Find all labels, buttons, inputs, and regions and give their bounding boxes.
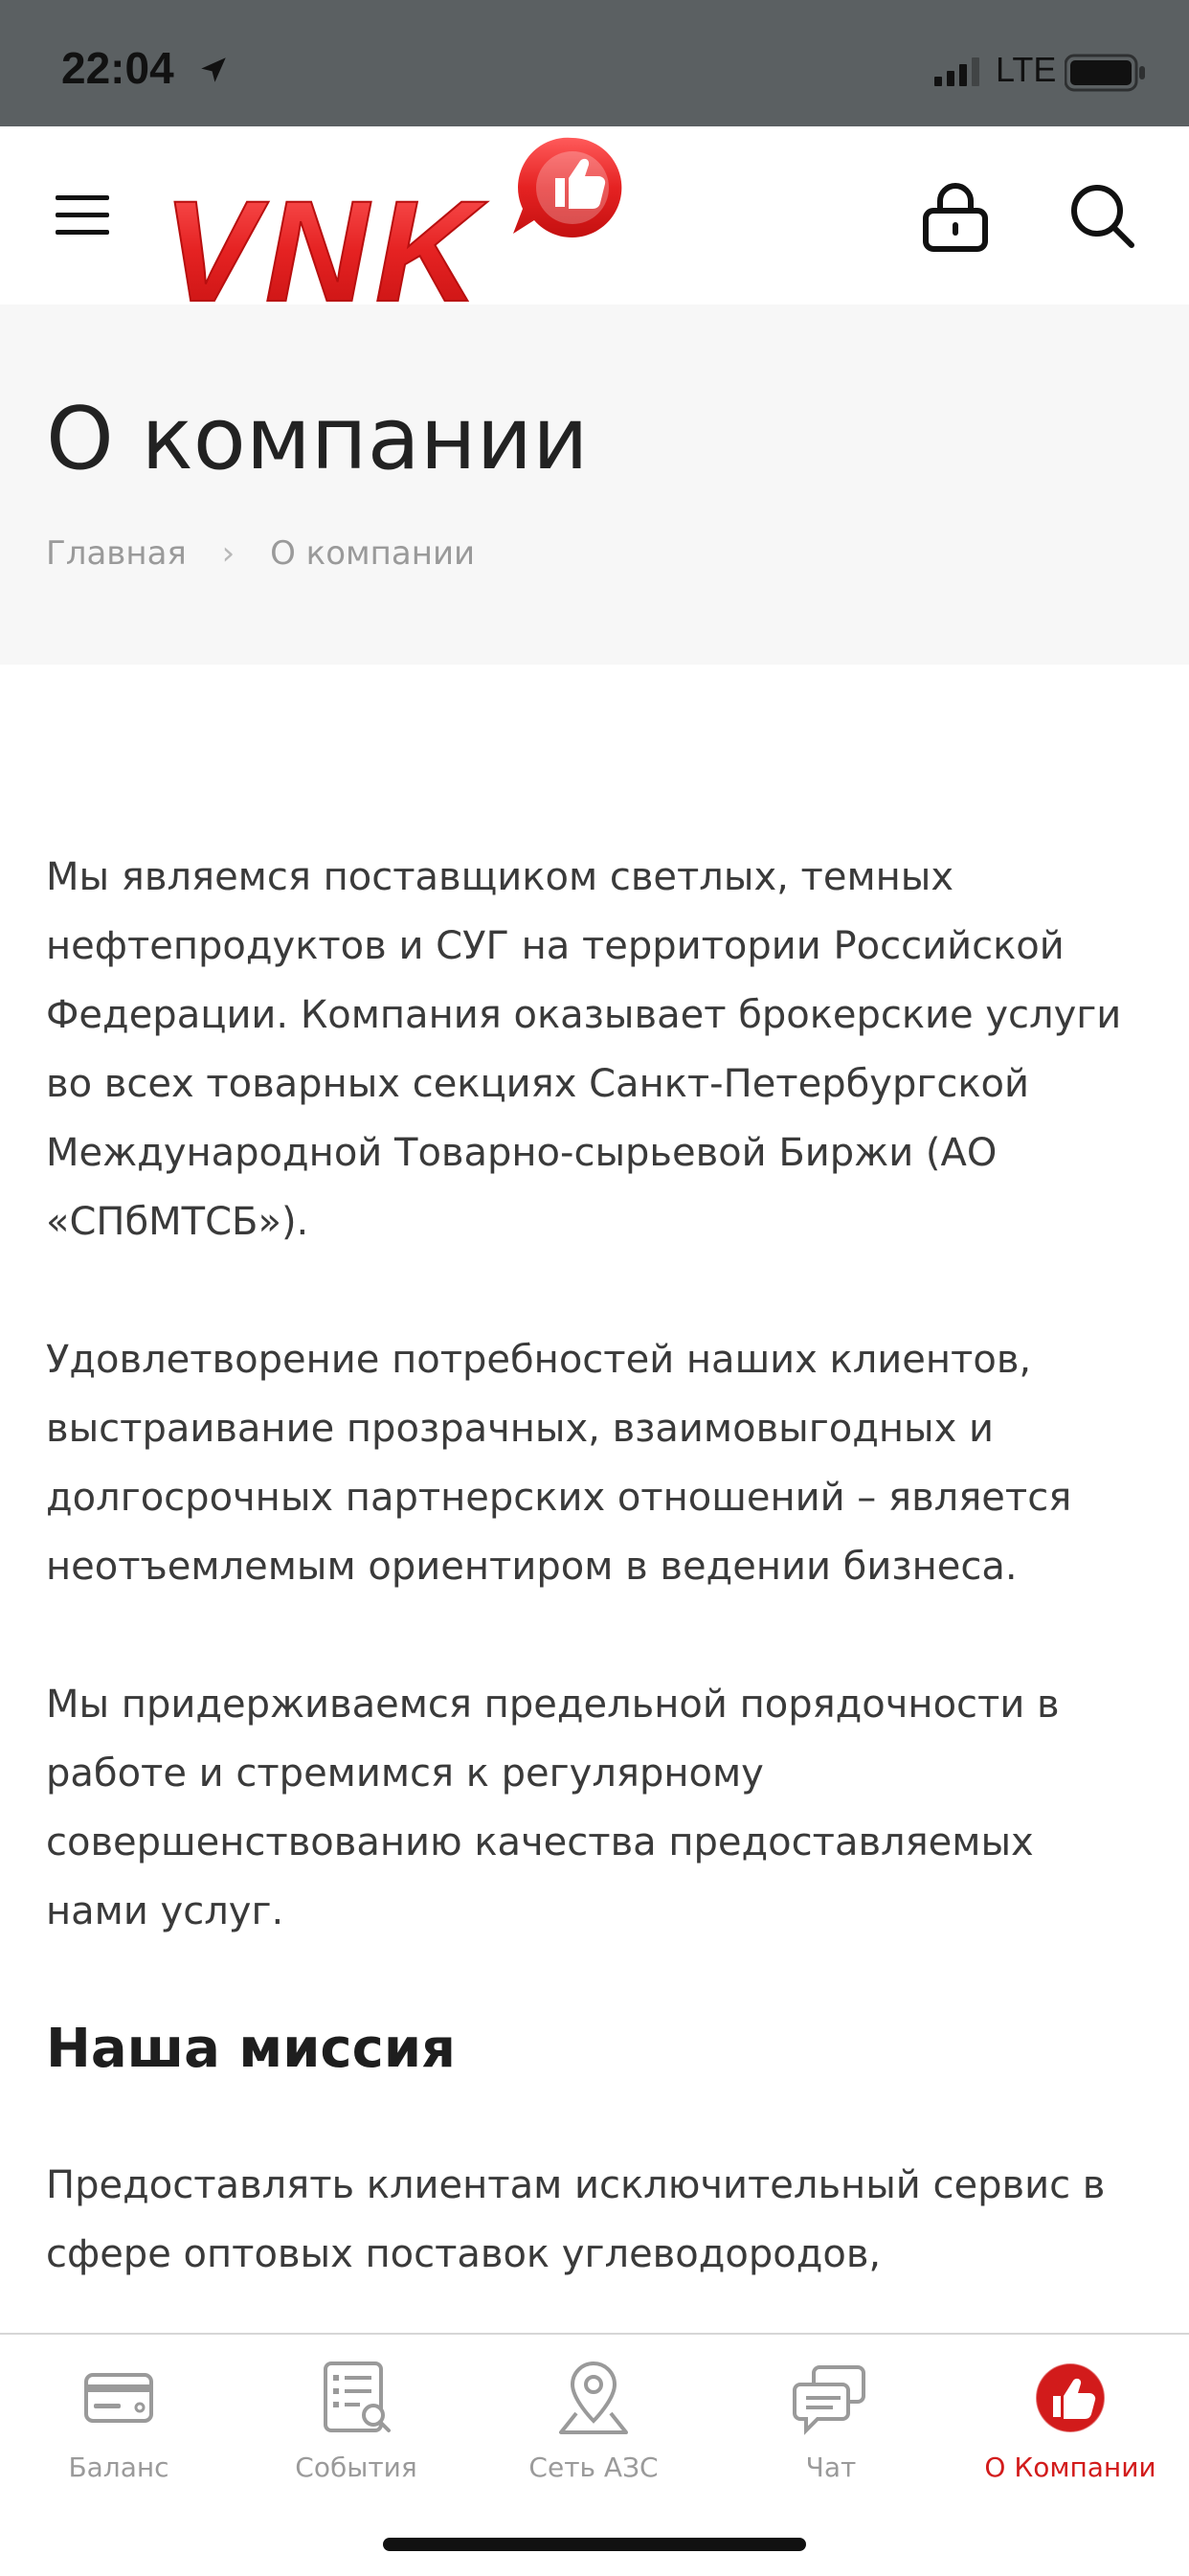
tab-label: События — [295, 2452, 417, 2483]
mission-paragraph: Предоставлять клиентам исключительный сервис в сфере оптовых поставок углеводородов, — [46, 2163, 1106, 2276]
logo-bubble-icon — [513, 138, 621, 237]
mission-heading: Наша миссия — [46, 2018, 457, 2080]
chevron-right-icon: › — [221, 534, 236, 573]
search-icon[interactable] — [1068, 182, 1135, 249]
breadcrumb-home-link[interactable]: Главная — [46, 534, 187, 573]
breadcrumb — [46, 534, 475, 573]
location-arrow-icon — [197, 54, 230, 86]
about-paragraph: Удовлетворение потребностей наших клиентов, выстраивание прозрачных, взаимовыгодных и долгосрочных партнерских отношений – является неотъемлемым ориентиром в ведении бизнеса. — [46, 1338, 1072, 1589]
tab-chat[interactable] — [712, 2335, 950, 2507]
about-content — [46, 843, 1147, 2358]
card-icon — [80, 2360, 157, 2436]
status-bar — [0, 0, 1189, 126]
tab-about-company[interactable] — [952, 2335, 1189, 2507]
menu-icon[interactable] — [54, 190, 111, 241]
battery-icon — [1065, 54, 1147, 92]
events-list-icon — [318, 2360, 394, 2436]
about-paragraph: Мы являемся поставщиком светлых, темных нефтепродуктов и СУГ на территории Российской Федерации. Компания оказывает брокерские услуги во всех товарных секциях Санкт-Петербургской Международной Товарно-сырьевой Биржи (АО «СПбМТСБ»). — [46, 855, 1122, 1244]
logo-text: VNK — [163, 170, 479, 305]
page-title: О компании — [46, 389, 589, 489]
about-paragraph: Мы придерживаемся предельной порядочности в работе и стремимся к регулярному совершенствованию качества предоставляемых нами услуг. — [46, 1683, 1060, 1933]
app-header — [0, 126, 1189, 305]
chat-icon — [793, 2360, 869, 2436]
map-pin-icon — [555, 2360, 632, 2436]
tab-events[interactable] — [237, 2335, 475, 2507]
tab-label: Чат — [805, 2452, 857, 2483]
breadcrumb-current: О компании — [270, 534, 476, 573]
tab-label: Баланс — [68, 2452, 169, 2483]
tab-label: Сеть АЗС — [528, 2452, 659, 2483]
tab-gas-stations[interactable] — [475, 2335, 712, 2507]
status-time: 22:04 — [61, 43, 174, 93]
home-indicator[interactable] — [383, 2538, 806, 2551]
vnk-logo[interactable] — [163, 128, 622, 305]
thumbs-up-icon — [1032, 2360, 1109, 2436]
tab-balance[interactable] — [0, 2335, 237, 2507]
signal-icon — [934, 57, 980, 86]
page-title-section — [0, 305, 1189, 665]
network-type: LTE — [996, 50, 1057, 89]
tab-label: О Компании — [984, 2452, 1156, 2483]
lock-icon[interactable] — [921, 180, 990, 253]
